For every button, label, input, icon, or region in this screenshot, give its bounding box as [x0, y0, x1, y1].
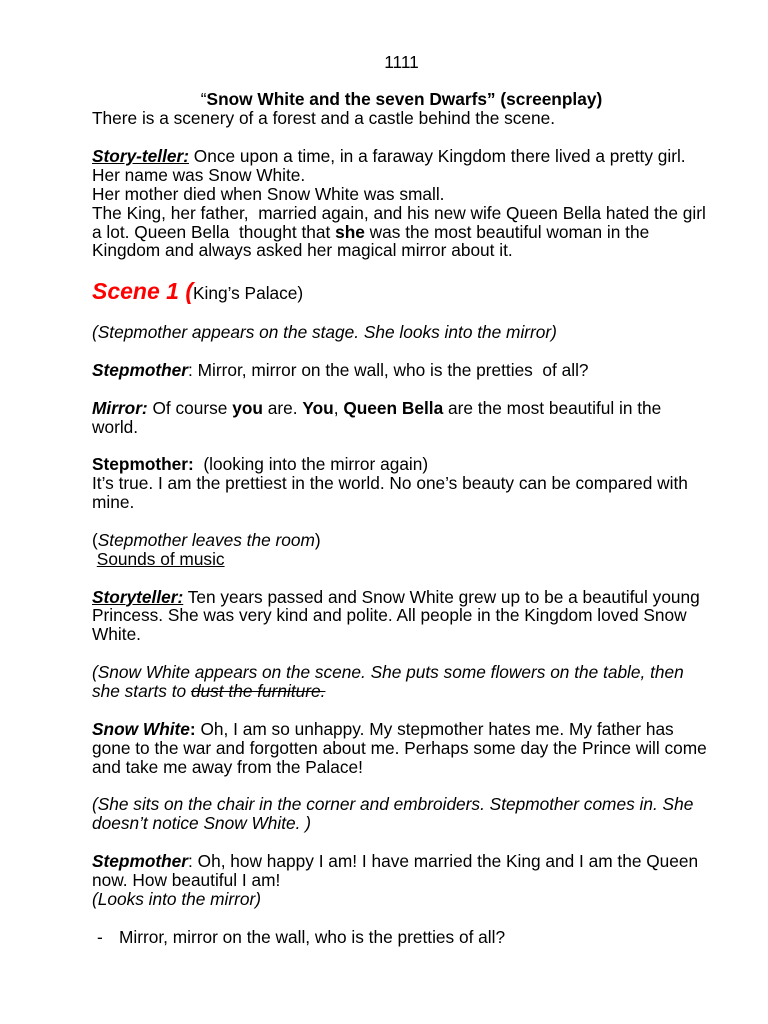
struck-text: dust the furniture.	[190, 681, 326, 701]
dialogue-line	[92, 399, 711, 418]
blank-line	[92, 436, 711, 455]
dialogue-direction: (Looks into the mirror)	[92, 888, 262, 909]
screenplay-body	[92, 53, 711, 947]
speaker-stepmother: Stepmother	[92, 359, 189, 380]
narration-line: Princess. She was very kind and polite. All people in the Kingdom loved Snow	[92, 605, 687, 626]
narration-line: Her name was Snow White.	[92, 164, 306, 185]
dialogue-line: gone to the war and forgotten about me. Perhaps some day the Prince will come	[92, 737, 707, 758]
title-text: Snow White and the seven Dwarfs” (screenplay)	[206, 89, 603, 110]
stage-direction	[92, 682, 711, 701]
paren-open: (	[92, 529, 98, 550]
screenplay-title	[92, 90, 711, 109]
narration-line: Her mother died when Snow White was small.	[92, 183, 445, 204]
stage-direction: (Snow White appears on the scene. She puts some flowers on the table, then	[92, 662, 684, 683]
stage-direction: (She sits on the chair in the corner and embroiders. Stepmother comes in. She	[92, 794, 694, 815]
dialogue-text: Mirror, mirror on the wall, who is the pretties of all?	[192, 359, 589, 380]
blank-line	[92, 644, 711, 663]
list-bullet: -	[97, 926, 103, 947]
blank-line	[92, 701, 711, 720]
list-item-text: Mirror, mirror on the wall, who is the pretties of all?	[119, 926, 506, 947]
narration-text: a lot. Queen Bella thought that	[92, 221, 336, 242]
dialogue-text: Oh, I am so unhappy. My stepmother hates me. My father has	[195, 718, 674, 739]
dialogue-direction: (looking into the mirror again)	[193, 454, 429, 475]
speaker-storyteller: Storyteller:	[92, 586, 184, 607]
speaker-stepmother: Stepmother:	[92, 454, 194, 475]
blank-line	[92, 342, 711, 361]
narration-line: The King, her father, married again, and his new wife Queen Bella hated the girl	[92, 202, 706, 223]
blank-line	[92, 776, 711, 795]
scene-heading	[92, 279, 711, 304]
scenery-description: There is a scenery of a forest and a castle behind the scene.	[92, 108, 556, 129]
dialogue-text: Of course	[147, 397, 233, 418]
dialogue-line	[92, 852, 711, 871]
narration-line	[92, 147, 711, 166]
narration-line	[92, 223, 711, 242]
speaker-stepmother: Stepmother	[92, 851, 189, 872]
dialogue-text: Oh, how happy I am! I have married the King and I am the Queen	[192, 851, 699, 872]
list-item	[92, 928, 711, 947]
speaker-colon: :	[189, 718, 196, 739]
emphasis-she: she	[335, 221, 365, 242]
narration-line: White.	[92, 624, 141, 645]
dialogue-line: mine.	[92, 492, 135, 513]
stage-direction	[92, 531, 711, 550]
stage-direction-text: she starts to	[92, 681, 191, 701]
dialogue-line: world.	[92, 416, 139, 437]
blank-line	[92, 260, 711, 279]
speaker-mirror: Mirror:	[92, 397, 148, 418]
dialogue-text: are the most beautiful in the	[443, 397, 662, 418]
page-number: 1111	[384, 51, 419, 72]
dialogue-line	[92, 720, 711, 739]
blank-line	[92, 833, 711, 852]
speaker-colon: :	[188, 359, 193, 380]
paren-close: )	[314, 529, 321, 550]
stage-direction: (Stepmother appears on the stage. She looks into the mirror)	[92, 322, 557, 343]
narration-text: was the most beautiful woman in the	[364, 221, 650, 242]
emphasis-you: you	[232, 397, 263, 418]
dialogue-line: and take me away from the Palace!	[92, 756, 363, 777]
blank-line	[92, 71, 711, 90]
title-open-quote: “	[200, 89, 207, 110]
scene-heading-place: King’s Palace)	[193, 283, 304, 304]
dialogue-line: It’s true. I am the prettiest in the world. No one’s beauty can be compared with	[92, 473, 688, 494]
blank-line	[92, 569, 711, 588]
narration-line: Kingdom and always asked her magical mirror about it.	[92, 240, 513, 261]
speaker-storyteller: Story-teller:	[92, 145, 189, 166]
speaker-snow-white: Snow White	[92, 718, 190, 739]
blank-line	[92, 128, 711, 147]
narration-text: Once upon a time, in a faraway Kingdom there lived a pretty girl.	[189, 145, 686, 166]
dialogue-text: ,	[333, 397, 344, 418]
blank-line	[92, 909, 711, 928]
narration-line	[92, 588, 711, 607]
dialogue-line	[92, 361, 711, 380]
emphasis-queen-bella: Queen Bella	[343, 397, 444, 418]
narration-text: Ten years passed and Snow White grew up to be a beautiful young	[183, 586, 700, 607]
sound-cue: Sounds of music	[96, 548, 225, 569]
speaker-colon: :	[188, 851, 193, 872]
sound-cue-line	[92, 550, 711, 569]
scene-heading-label: Scene 1 (	[92, 278, 193, 305]
blank-line	[92, 512, 711, 531]
stage-direction: doesn’t notice Snow White. )	[92, 813, 312, 834]
blank-line	[92, 304, 711, 323]
stage-direction-text: Stepmother leaves the room	[97, 529, 315, 550]
blank-line	[92, 380, 711, 399]
emphasis-you-capital: You	[302, 397, 334, 418]
dialogue-line: now. How beautiful I am!	[92, 869, 281, 890]
dialogue-text: are.	[262, 397, 303, 418]
dialogue-line	[92, 455, 711, 474]
